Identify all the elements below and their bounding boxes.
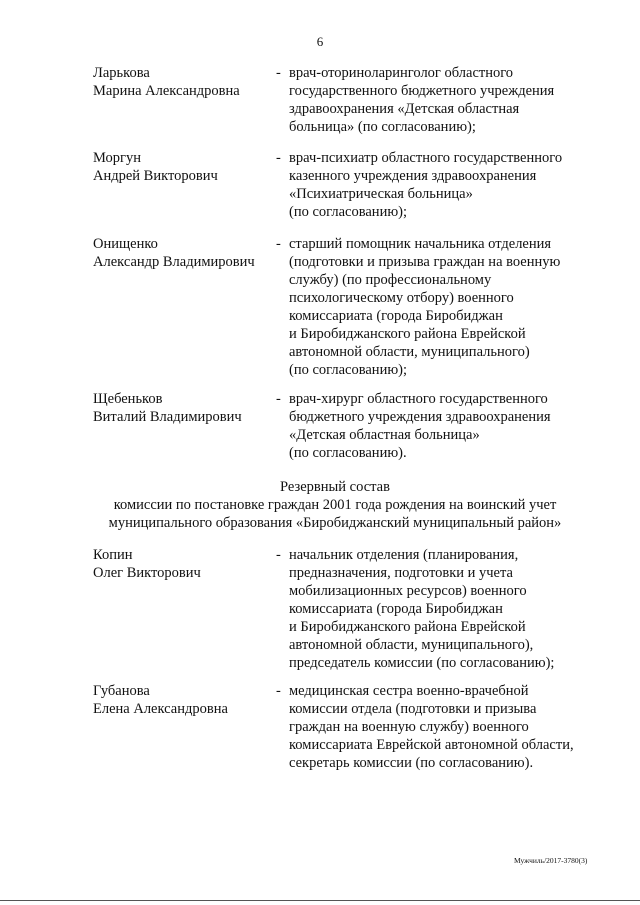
role-line: казенного учреждения здравоохранения xyxy=(289,168,537,184)
role-line: психологическому отбору) военного xyxy=(289,290,514,306)
role-line: врач-оториноларинголог областного xyxy=(289,65,514,81)
role-line: бюджетного учреждения здравоохранения xyxy=(289,409,551,425)
role-line: комиссии отдела (подготовки и призыва xyxy=(289,701,537,717)
given-names: Андрей Викторович xyxy=(93,168,218,184)
role-line: врач-психиатр областного государственного xyxy=(289,150,563,166)
role-line: мобилизационных ресурсов) военного xyxy=(289,583,527,599)
reserve-heading xyxy=(80,478,590,532)
dash-separator: - xyxy=(276,391,281,407)
document-code: Мужчиль/2017-3780(3) xyxy=(514,856,588,865)
reserve-subtitle-line: комиссии по постановке граждан 2001 года рождения на воинский учет xyxy=(113,497,557,513)
role-line: медицинская сестра военно-врачебной xyxy=(289,683,529,699)
role-line: автономной области, муниципального), xyxy=(289,637,534,653)
role-line: старший помощник начальника отделения xyxy=(289,236,552,252)
member-role xyxy=(289,682,589,772)
surname: Щебеньков xyxy=(93,391,163,407)
member-name xyxy=(93,682,268,718)
page-number: 6 xyxy=(316,34,324,49)
member-name xyxy=(93,149,268,185)
role-line: предназначения, подготовки и учета xyxy=(289,565,513,581)
dash-separator: - xyxy=(276,236,281,252)
given-names: Александр Владимирович xyxy=(93,254,255,270)
role-line: «Детская областная больница» xyxy=(289,427,480,443)
bottom-rule xyxy=(0,900,640,901)
role-line: секретарь комиссии (по согласованию). xyxy=(289,755,534,771)
dash-separator: - xyxy=(276,683,281,699)
role-line: комиссариата (города Биробиджан xyxy=(289,601,503,617)
member-name xyxy=(93,64,268,100)
role-line: комиссариата (города Биробиджан xyxy=(289,308,503,324)
member-role xyxy=(289,149,589,221)
role-line: службу) (по профессиональному xyxy=(289,272,492,288)
role-line: больница» (по согласованию); xyxy=(289,119,476,135)
role-line: «Психиатрическая больница» xyxy=(289,186,473,202)
reserve-subtitle-line: муниципального образования «Биробиджанский муниципальный район» xyxy=(108,515,562,531)
given-names: Виталий Владимирович xyxy=(93,409,242,425)
dash-separator: - xyxy=(276,150,281,166)
role-line: (по согласованию); xyxy=(289,204,408,220)
reserve-title: Резервный состав xyxy=(280,479,390,495)
member-name xyxy=(93,546,268,582)
surname: Ларькова xyxy=(93,65,150,81)
dash-separator: - xyxy=(276,547,281,563)
role-line: здравоохранения «Детская областная xyxy=(289,101,520,117)
dash-separator: - xyxy=(276,65,281,81)
surname: Копин xyxy=(93,547,133,563)
role-line: и Биробиджанского района Еврейской xyxy=(289,326,526,342)
role-line: граждан на военную службу) военного xyxy=(289,719,529,735)
role-line: автономной области, муниципального) xyxy=(289,344,530,360)
member-role xyxy=(289,235,589,379)
given-names: Олег Викторович xyxy=(93,565,201,581)
given-names: Марина Александровна xyxy=(93,83,240,99)
surname: Губанова xyxy=(93,683,150,699)
given-names: Елена Александровна xyxy=(93,701,228,717)
role-line: председатель комиссии (по согласованию); xyxy=(289,655,555,671)
role-line: и Биробиджанского района Еврейской xyxy=(289,619,526,635)
role-line: комиссариата Еврейской автономной области, xyxy=(289,737,574,753)
member-role xyxy=(289,390,589,462)
surname: Моргун xyxy=(93,150,141,166)
role-line: (подготовки и призыва граждан на военную xyxy=(289,254,561,270)
member-name xyxy=(93,235,268,271)
member-role xyxy=(289,546,589,672)
surname: Онищенко xyxy=(93,236,158,252)
role-line: (по согласованию); xyxy=(289,362,408,378)
role-line: врач-хирург областного государственного xyxy=(289,391,548,407)
member-name xyxy=(93,390,268,426)
role-line: (по согласованию). xyxy=(289,445,407,461)
role-line: государственного бюджетного учреждения xyxy=(289,83,555,99)
member-role xyxy=(289,64,589,136)
role-line: начальник отделения (планирования, xyxy=(289,547,519,563)
